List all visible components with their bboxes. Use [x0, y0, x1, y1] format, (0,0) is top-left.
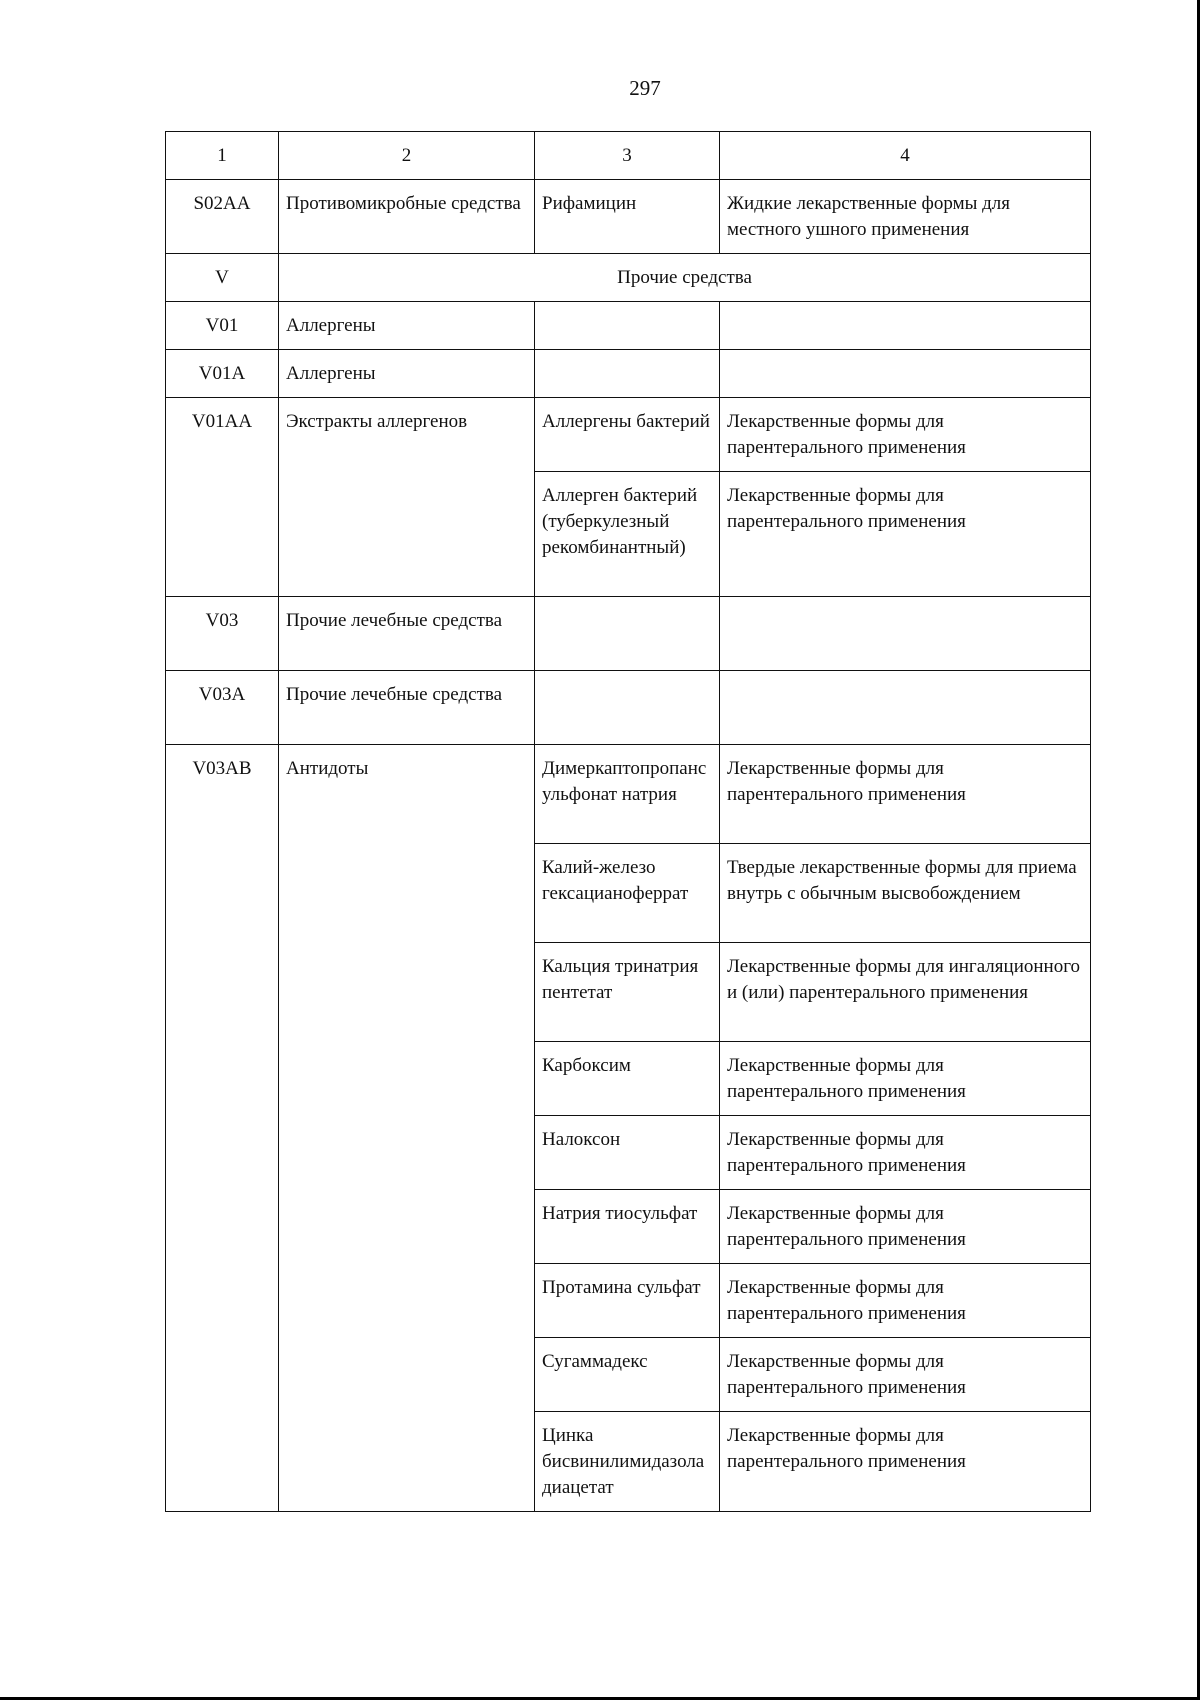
- drug-name-cell: [535, 350, 720, 398]
- dosage-form-cell: Лекарственные формы для парентерального применения: [720, 472, 1091, 597]
- table-row: [166, 180, 1091, 254]
- drug-name-cell: [535, 597, 720, 671]
- drug-name-cell: Аллергены бактерий: [535, 398, 720, 472]
- dosage-form-cell: Лекарственные формы для парентерального применения: [720, 1338, 1091, 1412]
- dosage-form-cell: [720, 350, 1091, 398]
- drug-classification-table: [165, 131, 1091, 1512]
- atc-code-cell: V01AA: [166, 398, 279, 597]
- dosage-form-cell: Твердые лекарственные формы для приема внутрь с обычным высвобождением: [720, 844, 1091, 943]
- dosage-form-cell: Лекарственные формы для парентерального применения: [720, 1116, 1091, 1190]
- group-name-cell: Антидоты: [279, 745, 535, 1512]
- drug-name-cell: Димеркаптопропансульфонат натрия: [535, 745, 720, 844]
- dosage-form-cell: Лекарственные формы для парентерального применения: [720, 1264, 1091, 1338]
- dosage-form-cell: Жидкие лекарственные формы для местного ушного применения: [720, 180, 1091, 254]
- atc-code-cell: S02AA: [166, 180, 279, 254]
- group-name-cell: Экстракты аллергенов: [279, 398, 535, 597]
- atc-code-cell: V01: [166, 302, 279, 350]
- table-header-row: [166, 132, 1091, 180]
- table-row: [166, 597, 1091, 671]
- dosage-form-cell: Лекарственные формы для парентерального применения: [720, 745, 1091, 844]
- drug-name-cell: Налоксон: [535, 1116, 720, 1190]
- group-name-cell: Прочие лечебные средства: [279, 671, 535, 745]
- group-name-cell: Прочие лечебные средства: [279, 597, 535, 671]
- drug-name-cell: Протамина сульфат: [535, 1264, 720, 1338]
- drug-name-cell: Кальция тринатрия пентетат: [535, 943, 720, 1042]
- table-row: [166, 302, 1091, 350]
- atc-code-cell: V03AB: [166, 745, 279, 1512]
- table-row: [166, 745, 1091, 844]
- dosage-form-cell: [720, 302, 1091, 350]
- group-name-cell: Аллергены: [279, 302, 535, 350]
- dosage-form-cell: [720, 671, 1091, 745]
- drug-name-cell: Аллерген бактерий (туберкулезный рекомбинантный): [535, 472, 720, 597]
- table-row: [166, 350, 1091, 398]
- table-row: [166, 254, 1091, 302]
- dosage-form-cell: Лекарственные формы для парентерального применения: [720, 1190, 1091, 1264]
- drug-name-cell: Карбоксим: [535, 1042, 720, 1116]
- drug-name-cell: [535, 302, 720, 350]
- column-header: 4: [720, 132, 1091, 180]
- atc-code-cell: V: [166, 254, 279, 302]
- table-row: [166, 671, 1091, 745]
- dosage-form-cell: Лекарственные формы для ингаляционного и (или) парентерального применения: [720, 943, 1091, 1042]
- table-row: [166, 398, 1091, 472]
- dosage-form-cell: Лекарственные формы для парентерального применения: [720, 1412, 1091, 1512]
- atc-code-cell: V03: [166, 597, 279, 671]
- dosage-form-cell: Лекарственные формы для парентерального применения: [720, 398, 1091, 472]
- drug-name-cell: Цинка бисвинилимидазола диацетат: [535, 1412, 720, 1512]
- column-header: 3: [535, 132, 720, 180]
- column-header: 1: [166, 132, 279, 180]
- atc-code-cell: V01A: [166, 350, 279, 398]
- page-number: 297: [629, 76, 661, 100]
- drug-name-cell: Рифамицин: [535, 180, 720, 254]
- column-header: 2: [279, 132, 535, 180]
- atc-code-cell: V03A: [166, 671, 279, 745]
- drug-name-cell: Натрия тиосульфат: [535, 1190, 720, 1264]
- drug-name-cell: Сугаммадекс: [535, 1338, 720, 1412]
- dosage-form-cell: Лекарственные формы для парентерального применения: [720, 1042, 1091, 1116]
- group-name-cell: Противомикробные средства: [279, 180, 535, 254]
- drug-name-cell: Калий-железо гексацианоферрат: [535, 844, 720, 943]
- drug-name-cell: [535, 671, 720, 745]
- section-title-cell: Прочие средства: [279, 254, 1091, 302]
- group-name-cell: Аллергены: [279, 350, 535, 398]
- dosage-form-cell: [720, 597, 1091, 671]
